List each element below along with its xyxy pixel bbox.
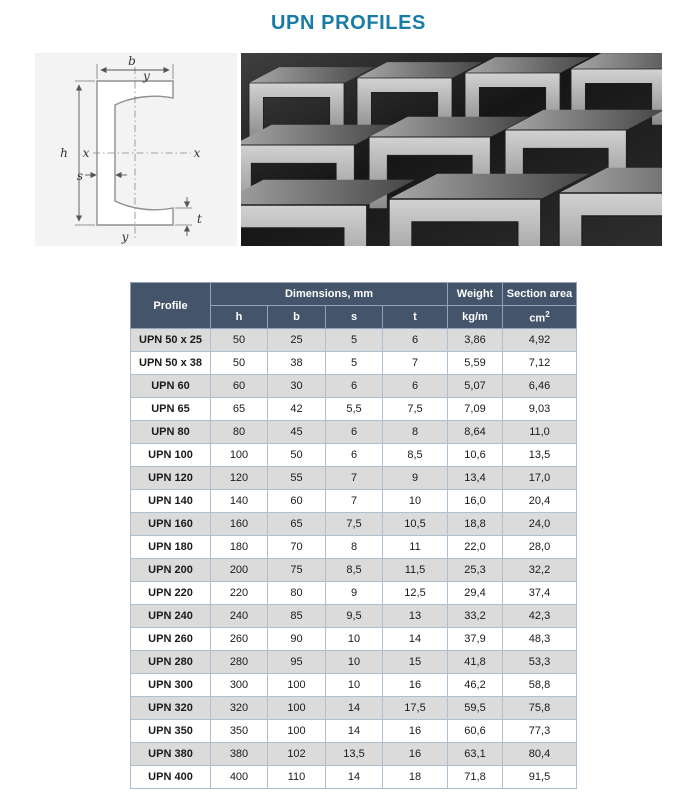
header-row-1 xyxy=(131,283,577,306)
weight-cell: 37,9 xyxy=(448,628,503,651)
weight-cell: 18,8 xyxy=(448,513,503,536)
profile-cell: UPN 240 xyxy=(131,605,211,628)
h-cell: 380 xyxy=(211,743,268,766)
weight-cell: 22,0 xyxy=(448,536,503,559)
axis-y-top-label: y xyxy=(143,69,150,83)
col-header-t: t xyxy=(383,306,448,329)
h-cell: 220 xyxy=(211,582,268,605)
h-cell: 60 xyxy=(211,375,268,398)
b-cell: 55 xyxy=(268,467,326,490)
section-area-cell: 20,4 xyxy=(503,490,577,513)
profile-cell: UPN 80 xyxy=(131,421,211,444)
weight-cell: 10,6 xyxy=(448,444,503,467)
t-cell: 9 xyxy=(383,467,448,490)
area-unit-sup: 2 xyxy=(545,309,550,319)
h-cell: 280 xyxy=(211,651,268,674)
weight-cell: 13,4 xyxy=(448,467,503,490)
b-cell: 60 xyxy=(268,490,326,513)
section-area-cell: 28,0 xyxy=(503,536,577,559)
h-cell: 140 xyxy=(211,490,268,513)
t-cell: 13 xyxy=(383,605,448,628)
section-area-cell: 91,5 xyxy=(503,766,577,789)
t-cell: 11,5 xyxy=(383,559,448,582)
profile-cell: UPN 140 xyxy=(131,490,211,513)
weight-cell: 3,86 xyxy=(448,329,503,352)
top-illustrations xyxy=(0,49,697,246)
b-cell: 25 xyxy=(268,329,326,352)
spec-table-row xyxy=(131,743,577,766)
h-cell: 100 xyxy=(211,444,268,467)
h-cell: 50 xyxy=(211,352,268,375)
weight-cell: 41,8 xyxy=(448,651,503,674)
h-cell: 400 xyxy=(211,766,268,789)
spec-table-row xyxy=(131,536,577,559)
spec-table-row xyxy=(131,582,577,605)
spec-table-row xyxy=(131,720,577,743)
spec-table-row xyxy=(131,651,577,674)
weight-cell: 71,8 xyxy=(448,766,503,789)
spec-table-row xyxy=(131,559,577,582)
axis-y-bottom-label: y xyxy=(121,230,129,244)
b-cell: 110 xyxy=(268,766,326,789)
s-cell: 7,5 xyxy=(326,513,383,536)
t-cell: 14 xyxy=(383,628,448,651)
spec-table-row xyxy=(131,766,577,789)
weight-cell: 16,0 xyxy=(448,490,503,513)
section-area-cell: 80,4 xyxy=(503,743,577,766)
b-cell: 90 xyxy=(268,628,326,651)
h-cell: 80 xyxy=(211,421,268,444)
section-area-cell: 32,2 xyxy=(503,559,577,582)
dim-b-label: b xyxy=(128,54,136,68)
section-area-cell: 48,3 xyxy=(503,628,577,651)
b-cell: 75 xyxy=(268,559,326,582)
spec-table-row xyxy=(131,398,577,421)
profile-cell: UPN 65 xyxy=(131,398,211,421)
h-cell: 300 xyxy=(211,674,268,697)
section-area-cell: 53,3 xyxy=(503,651,577,674)
profile-cell: UPN 180 xyxy=(131,536,211,559)
s-cell: 10 xyxy=(326,628,383,651)
spec-table-row xyxy=(131,467,577,490)
b-cell: 95 xyxy=(268,651,326,674)
weight-cell: 8,64 xyxy=(448,421,503,444)
section-area-cell: 7,12 xyxy=(503,352,577,375)
section-area-cell: 37,4 xyxy=(503,582,577,605)
profile-cell: UPN 50 x 25 xyxy=(131,329,211,352)
h-cell: 200 xyxy=(211,559,268,582)
col-header-h: h xyxy=(211,306,268,329)
spec-table-row xyxy=(131,329,577,352)
h-cell: 160 xyxy=(211,513,268,536)
dim-t-label: t xyxy=(197,212,202,226)
t-cell: 15 xyxy=(383,651,448,674)
profile-cell: UPN 200 xyxy=(131,559,211,582)
spec-table-row xyxy=(131,674,577,697)
s-cell: 5 xyxy=(326,352,383,375)
spec-table-row xyxy=(131,605,577,628)
s-cell: 5 xyxy=(326,329,383,352)
s-cell: 5,5 xyxy=(326,398,383,421)
table-section xyxy=(0,246,697,789)
h-cell: 260 xyxy=(211,628,268,651)
col-header-weight: Weight xyxy=(448,283,503,306)
section-area-cell: 6,46 xyxy=(503,375,577,398)
spec-table-row xyxy=(131,697,577,720)
t-cell: 6 xyxy=(383,329,448,352)
t-cell: 16 xyxy=(383,743,448,766)
channels-photo-illustration xyxy=(241,53,662,246)
s-cell: 6 xyxy=(326,375,383,398)
section-area-cell: 42,3 xyxy=(503,605,577,628)
t-cell: 17,5 xyxy=(383,697,448,720)
s-cell: 9 xyxy=(326,582,383,605)
col-header-s: s xyxy=(326,306,383,329)
col-header-b: b xyxy=(268,306,326,329)
weight-cell: 59,5 xyxy=(448,697,503,720)
weight-cell: 33,2 xyxy=(448,605,503,628)
weight-cell: 63,1 xyxy=(448,743,503,766)
spec-table-row xyxy=(131,628,577,651)
h-cell: 320 xyxy=(211,697,268,720)
b-cell: 42 xyxy=(268,398,326,421)
upn-spec-table xyxy=(130,282,577,789)
profile-cell: UPN 320 xyxy=(131,697,211,720)
spec-table-row xyxy=(131,490,577,513)
profile-cell: UPN 160 xyxy=(131,513,211,536)
s-cell: 8 xyxy=(326,536,383,559)
spec-table-body xyxy=(131,329,577,789)
col-header-profile: Profile xyxy=(131,283,211,329)
s-cell: 8,5 xyxy=(326,559,383,582)
profile-cell: UPN 400 xyxy=(131,766,211,789)
s-cell: 10 xyxy=(326,674,383,697)
channel-section-drawing xyxy=(35,53,237,246)
section-area-cell: 11,0 xyxy=(503,421,577,444)
axis-x-right-label: x xyxy=(193,146,201,160)
profile-cell: UPN 120 xyxy=(131,467,211,490)
profile-cell: UPN 60 xyxy=(131,375,211,398)
b-cell: 100 xyxy=(268,674,326,697)
page-title: UPN PROFILES xyxy=(271,12,426,34)
b-cell: 45 xyxy=(268,421,326,444)
col-header-section-area: Section area xyxy=(503,283,577,306)
cross-section-diagram xyxy=(35,53,237,246)
t-cell: 6 xyxy=(383,375,448,398)
b-cell: 100 xyxy=(268,697,326,720)
weight-cell: 46,2 xyxy=(448,674,503,697)
col-header-dimensions: Dimensions, mm xyxy=(211,283,448,306)
weight-cell: 29,4 xyxy=(448,582,503,605)
h-cell: 350 xyxy=(211,720,268,743)
t-cell: 11 xyxy=(383,536,448,559)
weight-cell: 60,6 xyxy=(448,720,503,743)
s-cell: 14 xyxy=(326,720,383,743)
t-cell: 16 xyxy=(383,720,448,743)
dim-s-label: s xyxy=(76,169,84,183)
s-cell: 7 xyxy=(326,467,383,490)
h-cell: 180 xyxy=(211,536,268,559)
t-cell: 7 xyxy=(383,352,448,375)
b-cell: 102 xyxy=(268,743,326,766)
b-cell: 30 xyxy=(268,375,326,398)
s-cell: 13,5 xyxy=(326,743,383,766)
s-cell: 6 xyxy=(326,444,383,467)
spec-table-row xyxy=(131,444,577,467)
b-cell: 70 xyxy=(268,536,326,559)
s-cell: 14 xyxy=(326,697,383,720)
t-cell: 18 xyxy=(383,766,448,789)
spec-table-row xyxy=(131,513,577,536)
h-cell: 120 xyxy=(211,467,268,490)
spec-table-row xyxy=(131,352,577,375)
t-cell: 12,5 xyxy=(383,582,448,605)
s-cell: 9,5 xyxy=(326,605,383,628)
profile-cell: UPN 300 xyxy=(131,674,211,697)
profile-cell: UPN 260 xyxy=(131,628,211,651)
s-cell: 10 xyxy=(326,651,383,674)
b-cell: 80 xyxy=(268,582,326,605)
b-cell: 50 xyxy=(268,444,326,467)
t-cell: 7,5 xyxy=(383,398,448,421)
profile-cell: UPN 50 x 38 xyxy=(131,352,211,375)
t-cell: 10 xyxy=(383,490,448,513)
profile-cell: UPN 380 xyxy=(131,743,211,766)
col-header-weight-unit: kg/m xyxy=(448,306,503,329)
section-area-cell: 17,0 xyxy=(503,467,577,490)
h-cell: 240 xyxy=(211,605,268,628)
weight-cell: 25,3 xyxy=(448,559,503,582)
section-area-cell: 4,92 xyxy=(503,329,577,352)
steel-channels-photo xyxy=(241,53,662,246)
col-header-area-unit xyxy=(503,306,577,329)
t-cell: 8,5 xyxy=(383,444,448,467)
section-area-cell: 77,3 xyxy=(503,720,577,743)
profile-cell: UPN 220 xyxy=(131,582,211,605)
t-cell: 8 xyxy=(383,421,448,444)
section-area-cell: 75,8 xyxy=(503,697,577,720)
h-cell: 50 xyxy=(211,329,268,352)
dim-h-label: h xyxy=(60,146,68,160)
section-area-cell: 9,03 xyxy=(503,398,577,421)
t-cell: 16 xyxy=(383,674,448,697)
section-area-cell: 13,5 xyxy=(503,444,577,467)
spec-table-row xyxy=(131,375,577,398)
section-area-cell: 24,0 xyxy=(503,513,577,536)
spec-table-row xyxy=(131,421,577,444)
s-cell: 14 xyxy=(326,766,383,789)
weight-cell: 7,09 xyxy=(448,398,503,421)
b-cell: 38 xyxy=(268,352,326,375)
t-cell: 10,5 xyxy=(383,513,448,536)
h-cell: 65 xyxy=(211,398,268,421)
s-cell: 6 xyxy=(326,421,383,444)
b-cell: 100 xyxy=(268,720,326,743)
profile-cell: UPN 100 xyxy=(131,444,211,467)
profile-cell: UPN 350 xyxy=(131,720,211,743)
profile-cell: UPN 280 xyxy=(131,651,211,674)
b-cell: 85 xyxy=(268,605,326,628)
weight-cell: 5,59 xyxy=(448,352,503,375)
section-area-cell: 58,8 xyxy=(503,674,577,697)
weight-cell: 5,07 xyxy=(448,375,503,398)
axis-x-left-label: x xyxy=(82,146,90,160)
area-unit-base: cm xyxy=(529,312,546,325)
b-cell: 65 xyxy=(268,513,326,536)
s-cell: 7 xyxy=(326,490,383,513)
